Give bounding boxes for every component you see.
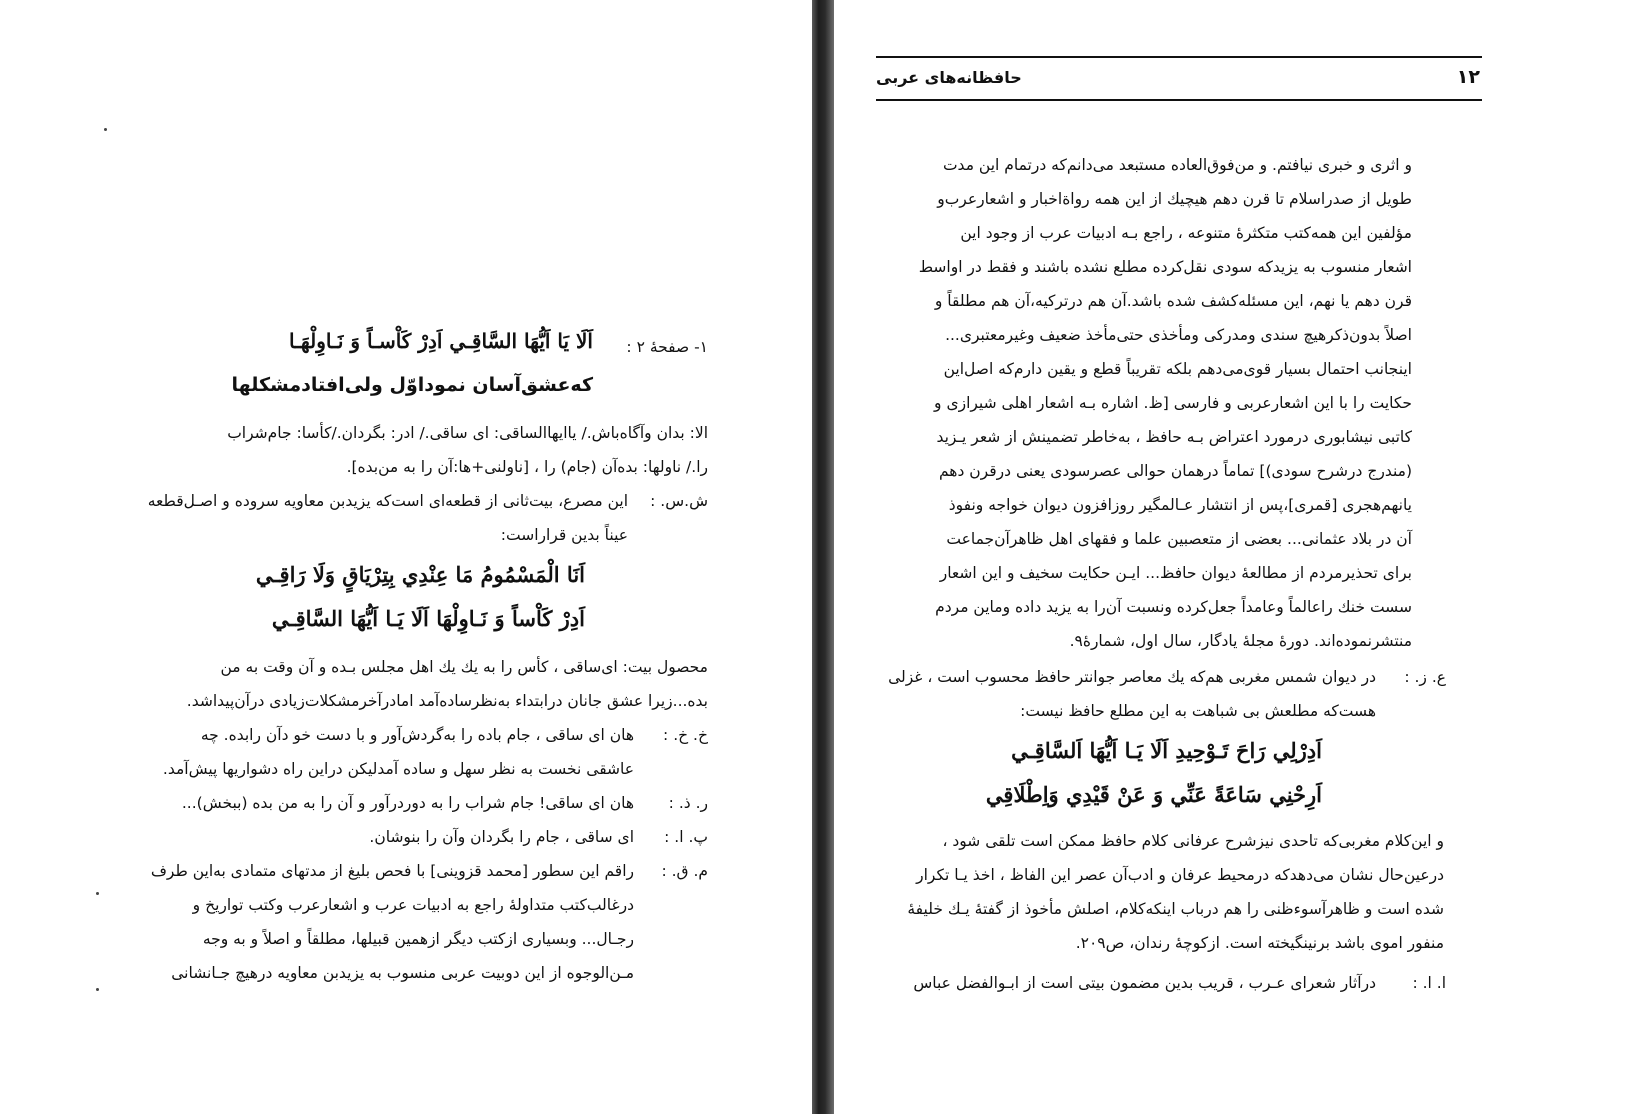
gloss-line: الا: بدان وآگاه‌باش./ یاایهاالساقی: ای ساقی./ ادر: بگردان./کأسا: جام‌شراب: [227, 424, 708, 442]
mahsul-line: محصول بیت: ای‌ساقی ، کأس را به یك یك اهل مجلس بـده و آن وقت به من: [220, 658, 708, 676]
body-line: شده است و ظاهرآسوءظنی را هم درباب اینکه‌کلام، اصلش مأخوذ از گفتهٔ یـك خلیفهٔ: [907, 900, 1444, 918]
commentary-line: عاشقی نخست به نظر سهل و ساده آمدلیکن دراین راه دشواریها پیش‌آمد.: [162, 760, 634, 778]
header-rule-bottom: [876, 99, 1482, 101]
couplet-line: اَدِرْ كَاْساً وَ نَـاوِلْهَا اَلَا يَـا اَيُّهَا السَّاقِـي: [271, 606, 585, 631]
body-line: طویل از صدراسلام تا قرن دهم هیچیك از این همه رواة‌اخبار و اشعارعرب‌و: [937, 190, 1412, 208]
commentator-label: ر. ذ. :: [668, 794, 708, 812]
commentary-line: رجـال... وبسیاری ازکتب دیگر ازهمین قبیلها، مطلقاً و اصلاً و به وجه: [202, 930, 634, 948]
commentary-line: هست‌که مطلعش بی شباهت به این مطلع حافظ نیست:: [1020, 702, 1376, 720]
commentary-line: درآثار شعرای عـرب ، قریب بدین مضمون بیتی است از ابـوالفضل عباس: [913, 974, 1376, 992]
body-line: درعین‌حال نشان می‌دهدکه درمحیط عرفان و ادب‌آن عصر این الفاظ ، اخذ یـا تکرار: [916, 866, 1444, 884]
body-line: منتشرنموده‌اند. دورهٔ مجلهٔ یادگار، سال اول، شمارهٔ۹.: [1069, 632, 1412, 650]
page-speck: [96, 988, 99, 991]
page-speck: [104, 128, 107, 131]
maghribi-verse: اَرِحْنِي سَاعَةً عَنِّي وَ عَنْ قَيْدِي وَاِطْلَاقِي: [985, 782, 1322, 807]
commentary-line: در دیوان شمس مغربی هم‌که یك معاصر جوانتر حافظ محسوب است ، غزلی: [888, 668, 1376, 686]
footnote-label: ۱- صفحهٔ ۲ :: [626, 338, 708, 356]
commentary-line: ای ساقی ، جام را بگردان وآن را بنوشان.: [369, 828, 634, 846]
commentator-label: ع. ز. :: [1404, 668, 1446, 686]
commentary-line: هان ای ساقی ، جام باده را به‌گردش‌آور و با دست خو دآن رابده. چه: [200, 726, 634, 744]
body-line: آن در بلاد عثمانی... بعضی از متعصبین علما و فقهای اهل ظاهرآن‌جماعت: [946, 530, 1412, 548]
commentary-line: عیناً بدین قراراست:: [500, 526, 628, 544]
body-line: یانهم‌هجری [قمری]،پس از انتشار عـالمگیر روزافزون دیوان خواجه ونفوذ: [948, 496, 1412, 514]
hemistich-arabic: اَلَا يَا اَيُّهَا السَّاقِـي اَدِرْ كَاْسـاً وَ نَـاوِلْهَـا: [288, 329, 593, 353]
commentary-line: مـن‌الوجوه از این دوبیت عربی منسوب به یزیدبن معاویه درهیچ جـانشانی: [171, 964, 634, 982]
body-line: و این‌کلام مغربی‌که تاحدی نیزشرح عرفانی کلام حافظ ممکن است تلقی شود ،: [942, 832, 1444, 850]
body-line: مؤلفین این همه‌کتب متکثرهٔ متنوعه ، راجع بـه ادبیات عرب از وجود این: [960, 224, 1412, 242]
commentary-line: هان ای ساقی! جام شراب را به دوردرآور و آن را به من بده (ببخش)...: [181, 794, 634, 812]
header-rule-top: [876, 56, 1482, 58]
commentary-line: راقم این سطور [محمد قزوینی] با فحص بلیغ از مدتهای متمادی به‌این طرف: [150, 862, 634, 880]
body-line: اینجانب احتمال بسیار قوی‌می‌دهم بلکه تقریباً قطع و یقین دارم‌که اصل‌این: [943, 360, 1412, 378]
body-line: اشعار منسوب به یزیدکه سودی نقل‌کرده مطلع نشده باشند و فقط در اواسط: [918, 258, 1412, 276]
body-line: اصلاً بدون‌ذکرهیچ سندی ومدرکی ومأخذی حتی‌مأخذ ضعیف وغیرمعتبری...: [945, 326, 1412, 344]
book-spine: [812, 0, 834, 1114]
maghribi-verse: اَدِرْلِي رَاحَ تَـوْحِيدِ اَلَا يَـا اَيُّهَا اَلسَّاقِـي: [1011, 738, 1322, 763]
body-line: حکایت را با این اشعارعربی و فارسی [ظ. اشاره بـه اشعار اهلی شیرازی و: [934, 394, 1412, 412]
body-line: و اثری و خبری نیافتم. و من‌فوق‌العاده مستبعد می‌دانم‌که درتمام این مدت: [942, 156, 1412, 174]
couplet-line: اَنَا الْمَسْمُومُ مَا عِنْدِي بِتِرْيَاقٍ وَلَا رَاقِـي: [255, 562, 585, 587]
gloss-line: را./ ناولها: بده‌آن (جام) را ، [ناولنی+ها:آن را به من‌بده].: [346, 458, 708, 476]
commentary-line: درغالب‌کتب متداولهٔ راجع به ادبیات عرب و اشعارعرب وکتب تواریخ و: [192, 896, 634, 914]
right-page: [834, 0, 1644, 1114]
body-line: برای تحذیرمردم از مطالعهٔ دیوان حافظ... ایـن حکایت سخیف و این اشعار: [939, 564, 1412, 582]
left-page: [0, 0, 812, 1114]
page-number: ۱۲: [1456, 66, 1480, 88]
commentator-label: ا. ا. :: [1412, 974, 1446, 992]
body-line: (مندرج درشرح سودی)] تماماً درهمان حوالی عصرسودی یعنی درقرن دهم: [938, 462, 1412, 480]
body-line: منفور اموی باشد برنینگیخته است. ازکوچهٔ رندان، ص۲۰۹.: [1075, 934, 1444, 952]
commentator-label: پ. ا. :: [664, 828, 708, 846]
commentator-label: خ. خ. :: [663, 726, 708, 744]
mahsul-line: بده...زیرا عشق جانان درابتداء به‌نظرساده‌آمد امادرآخرمشکلات‌زیادی درآن‌پیداشد.: [186, 692, 708, 710]
commentary-line: این مصرع، بیت‌ثانی از قطعه‌ای است‌که یزیدبن معاویه سروده و اصـل‌قطعه: [147, 492, 628, 510]
body-line: قرن دهم یا نهم، این مسئله‌کشف شده باشد.آن هم درترکیه،آن هم مطلقاً و: [934, 292, 1412, 310]
running-header-title: حافظانه‌های عربی: [876, 68, 1022, 87]
commentator-label: م. ق. :: [661, 862, 708, 880]
body-line: سست خنك راعالماً وعامداً جعل‌کرده ونسبت آن‌را به یزید داده وماین مردم: [935, 598, 1412, 616]
body-line: کاتبی نیشابوری درمورد اعتراض بـه حافظ ، به‌خاطر تضمینش از شعر یـزید: [936, 428, 1412, 446]
hemistich-persian: که‌عشق‌آسان نموداوّل ولی‌افتادمشکلها: [231, 374, 593, 396]
commentator-label: ش.س. :: [650, 492, 708, 510]
page-speck: [96, 892, 99, 895]
